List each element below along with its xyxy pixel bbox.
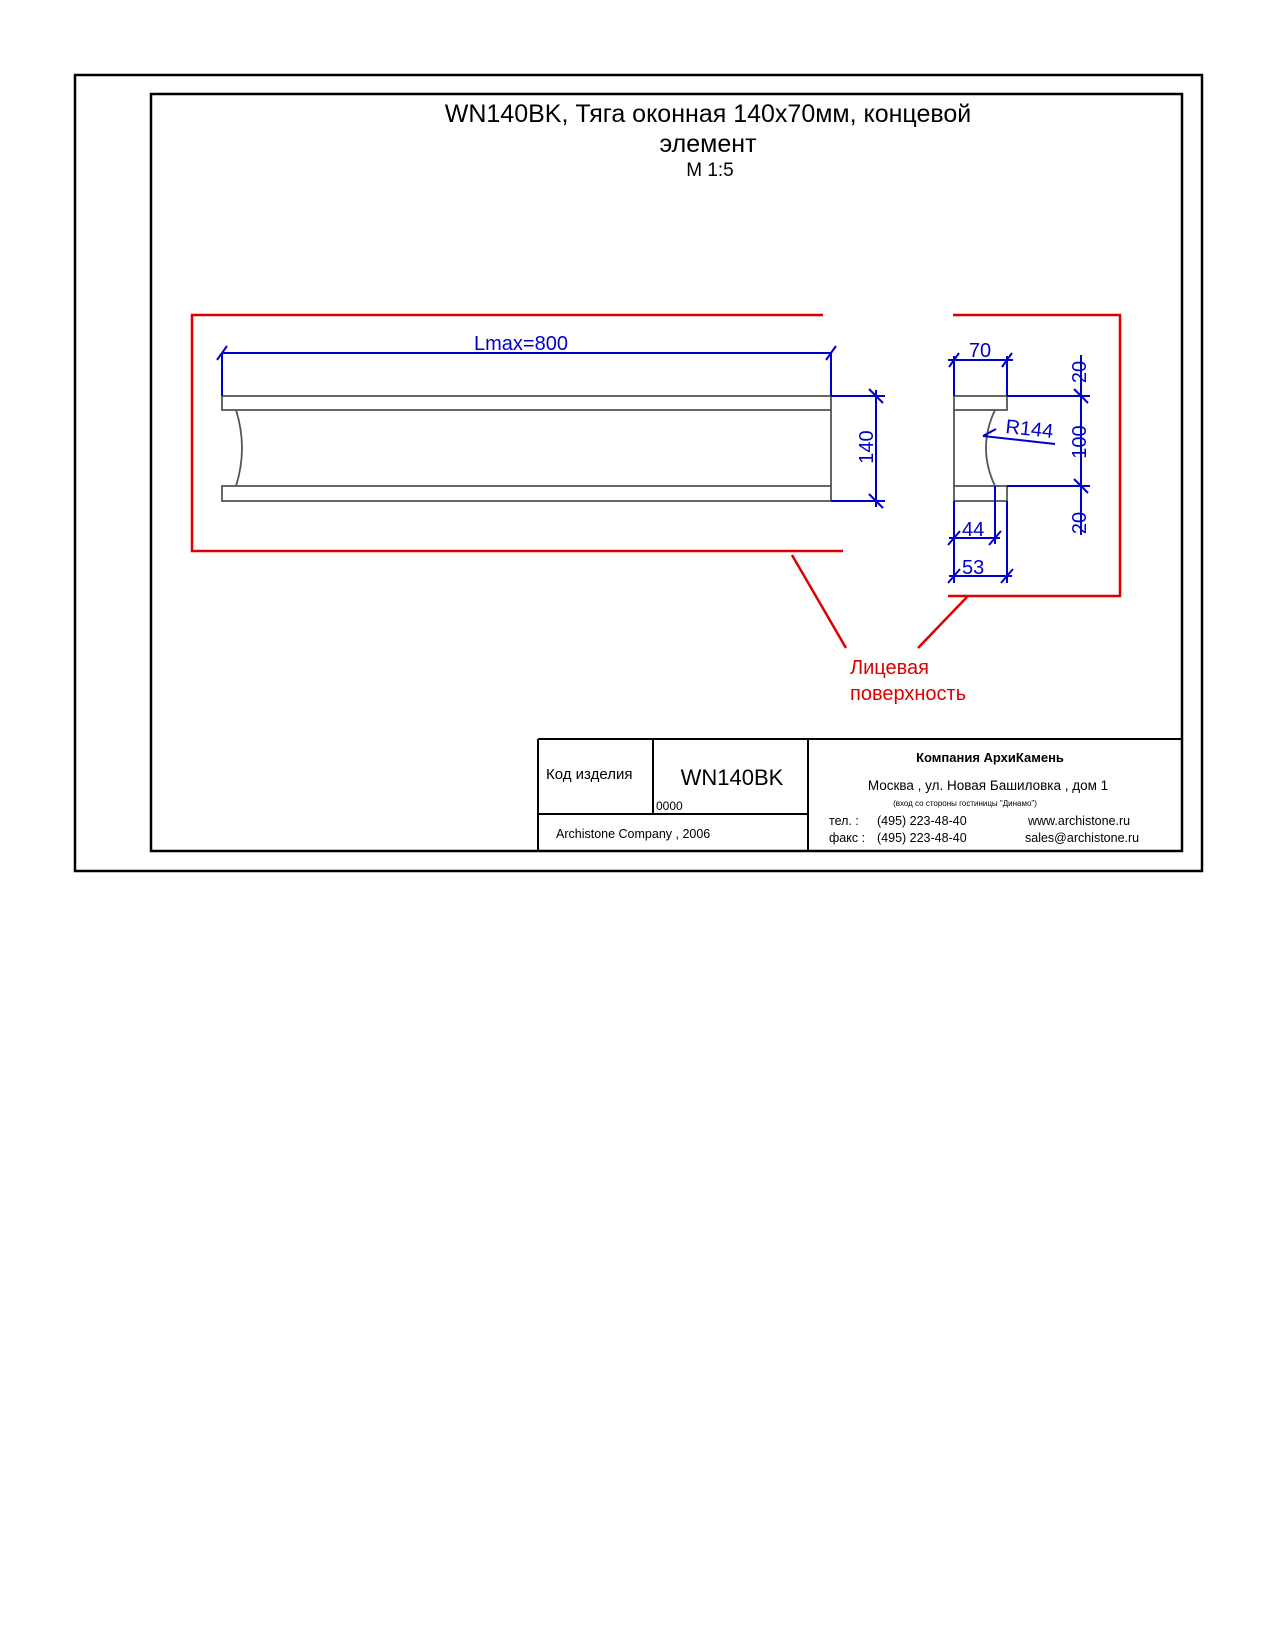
dim-inner-depth-label: 44 — [962, 519, 985, 541]
email-link[interactable]: sales@archistone.ru — [1025, 831, 1140, 845]
code-value: WN140BK — [680, 765, 784, 790]
callout-leader-right — [918, 597, 967, 648]
fax-number: (495) 223-48-40 — [877, 831, 967, 845]
dim-profile-width-label: 70 — [968, 340, 992, 362]
callout-leader-left — [792, 555, 846, 648]
website-link[interactable]: www.archistone.ru — [1028, 814, 1131, 828]
dim-outer-depth-label: 53 — [962, 557, 985, 579]
dim-top-band-label: 20 — [1069, 360, 1091, 384]
drawing-title-line2: элемент — [659, 130, 757, 158]
company-address: Москва , ул. Новая Башиловка , дом 1 — [867, 778, 1109, 793]
company-address-note: (вход со стороны гостиницы "Динамо") — [893, 799, 1037, 808]
dim-middle-label: 100 — [1069, 425, 1091, 459]
fax-label: факс : — [829, 831, 866, 845]
front-view-profile — [222, 396, 831, 501]
phone-label: тел. : — [829, 814, 859, 828]
dim-length-label: Lmax=800 — [474, 333, 568, 355]
dim-bottom-band-label: 20 — [1069, 511, 1091, 535]
copyright-text: Archistone Company , 2006 — [556, 827, 711, 841]
front-view-dimensions — [217, 346, 885, 508]
code-number: 0000 — [656, 799, 683, 813]
drawing-scale: М 1:5 — [686, 160, 734, 181]
code-label: Код изделия — [546, 766, 633, 783]
inner-frame — [151, 94, 1182, 851]
dim-radius-label: R144 — [1004, 416, 1055, 443]
callout-face-surface-line2: поверхность — [850, 683, 967, 705]
phone-number: (495) 223-48-40 — [877, 814, 967, 828]
callout-face-surface-line1: Лицевая — [850, 657, 930, 679]
company-name: Компания АрхиКамень — [916, 750, 1064, 765]
side-view-profile — [954, 396, 1007, 501]
dim-height-label: 140 — [856, 430, 878, 464]
side-view-dimensions — [948, 353, 1090, 583]
drawing-title-line1: WN140BK, Тяга оконная 140х70мм, концевой — [444, 100, 972, 128]
